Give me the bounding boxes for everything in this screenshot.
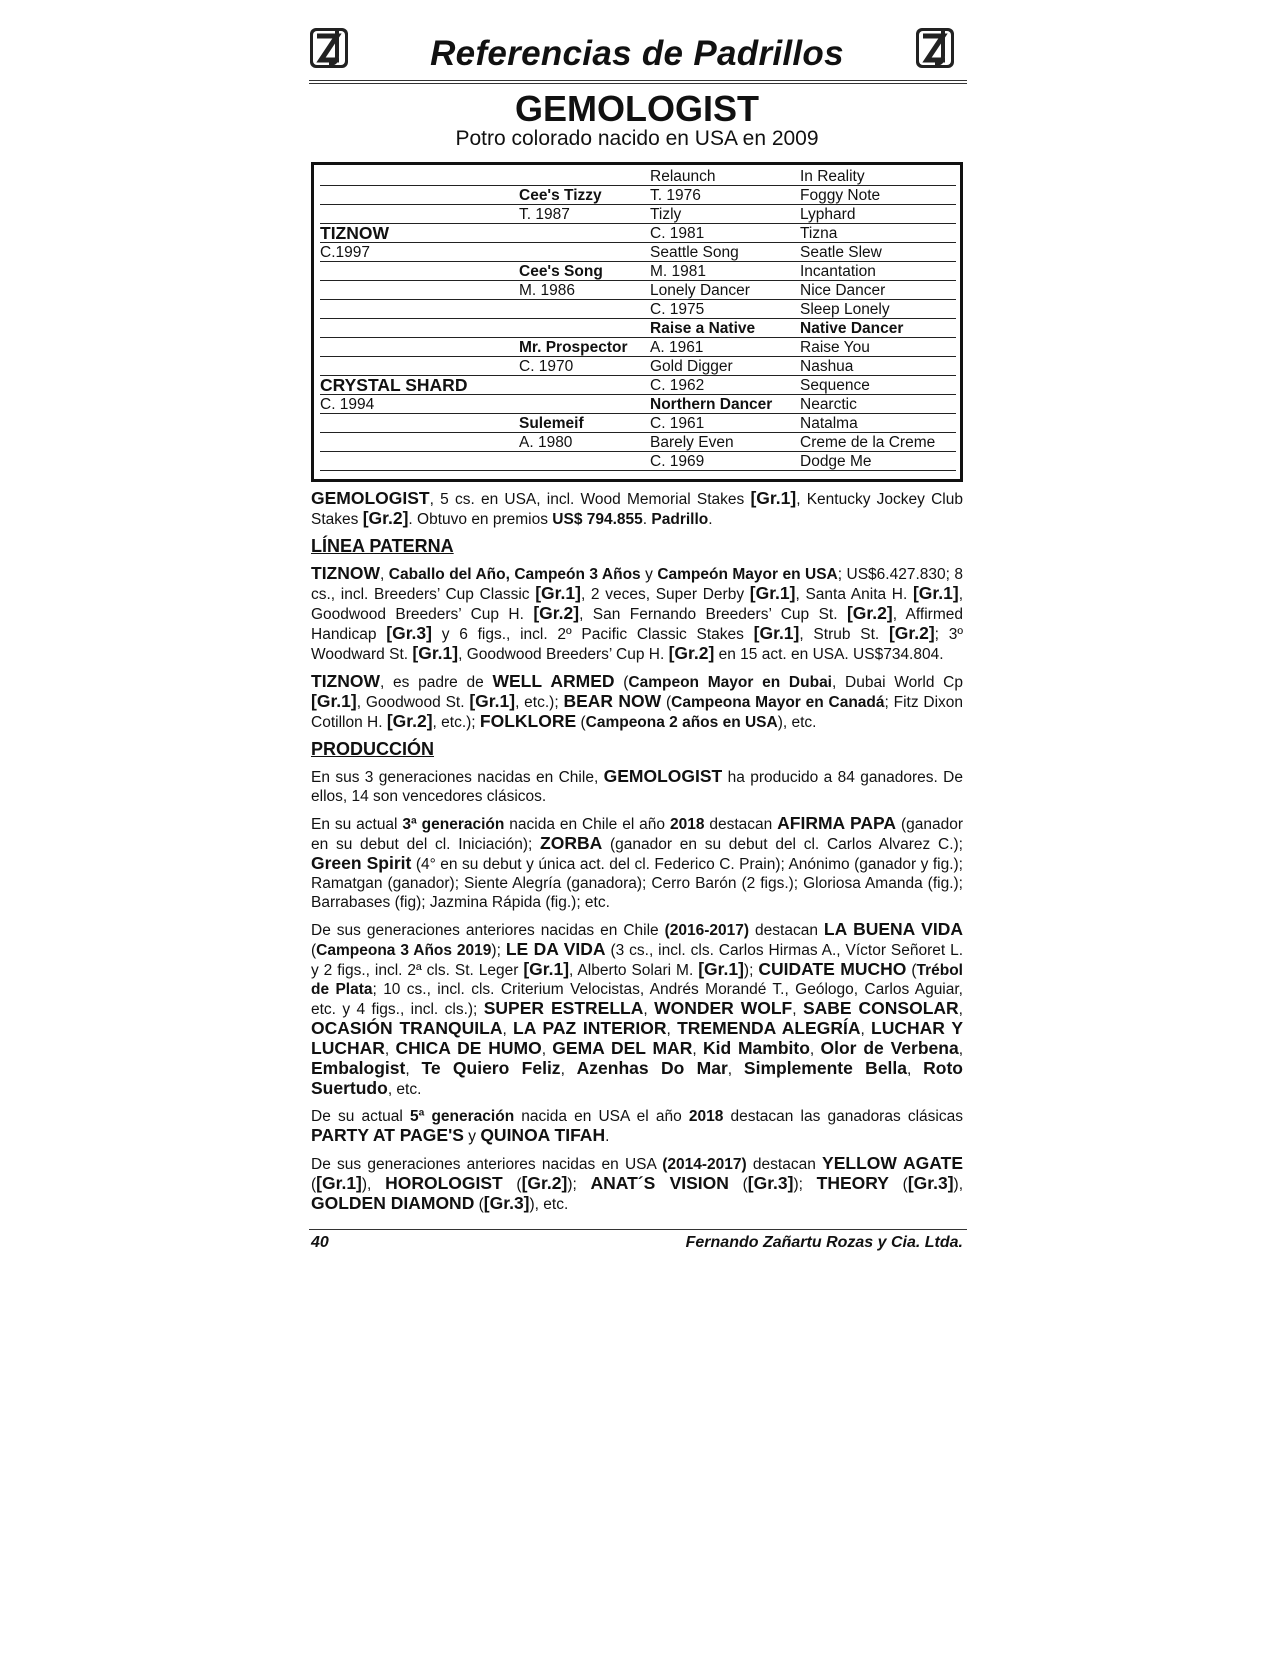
pedigree-cell: C. 1970 bbox=[519, 358, 574, 375]
section-heading-produccion: PRODUCCIÓN bbox=[311, 739, 435, 759]
text-run: y 6 figs., incl. 2º Pacific Classic Stakes bbox=[431, 626, 754, 643]
text-run: , Santa Anita H. bbox=[795, 586, 913, 603]
bold-run: BEAR NOW bbox=[563, 691, 662, 711]
text-run: , es padre de bbox=[380, 674, 493, 691]
text-run: y bbox=[640, 566, 658, 583]
text-run: ( bbox=[728, 1176, 748, 1193]
text: , 5 cs. en USA, incl. Wood Memorial Stakes bbox=[429, 491, 751, 508]
publisher: Fernando Zañartu Rozas y Cia. Ltda. bbox=[685, 1234, 963, 1251]
text-run: , bbox=[405, 1061, 422, 1078]
text-run: En sus 3 generaciones nacidas en Chile, bbox=[311, 769, 604, 786]
text-run: ); bbox=[491, 942, 506, 959]
produccion-paragraph-3 bbox=[311, 920, 963, 1099]
pedigree-cell: M. 1986 bbox=[519, 282, 576, 299]
pedigree-cell: C.1997 bbox=[320, 244, 370, 261]
bold-run: [Gr.1] bbox=[469, 691, 516, 711]
text-run: , bbox=[643, 1001, 655, 1018]
bold-run: [Gr.2] bbox=[521, 1173, 568, 1193]
pedigree-row bbox=[320, 319, 956, 338]
text-run: destacan bbox=[746, 1156, 823, 1173]
pedigree-cell: Raise You bbox=[800, 339, 870, 356]
pedigree-cell: Nice Dancer bbox=[800, 282, 886, 299]
text-run: ( bbox=[502, 1176, 522, 1193]
pedigree-row bbox=[320, 281, 956, 300]
pedigree-cell: C. 1961 bbox=[650, 415, 705, 432]
bold-run: SABE CONSOLAR bbox=[802, 998, 959, 1018]
text-run: (4° en su debut y única act. del cl. Federico C. Prain); Anónimo (ganador y fig.); Ramatgan (ganador); Siente Alegría (ganadora); Cerro Barón (2 figs.); Gloriosa Amanda (fig.); Barrabases (fig); Jazmina Rápida (fig.); etc. bbox=[311, 856, 963, 911]
text-run: ), bbox=[361, 1176, 386, 1193]
text-run: (ganador en su debut del cl. Iniciación); bbox=[311, 816, 963, 853]
pedigree-cell: Natalma bbox=[800, 415, 858, 432]
pedigree-cell: Raise a Native bbox=[650, 320, 756, 337]
status: Padrillo bbox=[651, 511, 709, 528]
bold-run: [Gr.3] bbox=[483, 1193, 530, 1213]
bold-run: LUCHAR Y LUCHAR bbox=[311, 1018, 964, 1058]
page-number: 40 bbox=[311, 1234, 329, 1251]
horse-subtitle: Potro colorado nacido en USA en 2009 bbox=[455, 127, 819, 150]
text-run: , bbox=[560, 1061, 577, 1078]
text-run: ), etc. bbox=[777, 714, 817, 731]
bold-run: TIZNOW bbox=[311, 671, 381, 691]
bold-run: 5ª generación bbox=[409, 1108, 515, 1125]
text-run: y bbox=[463, 1128, 481, 1145]
text-run: , bbox=[384, 1041, 396, 1058]
bold-run: [Gr.2] bbox=[846, 603, 893, 623]
text-run: , 2 veces, Super Derby bbox=[580, 586, 750, 603]
pedigree-cell: Sequence bbox=[800, 377, 870, 394]
bold-run: PARTY AT PAGE'S bbox=[311, 1125, 464, 1145]
pedigree-cell: Tizna bbox=[800, 225, 838, 242]
text-run: nacida en USA el año bbox=[514, 1108, 689, 1125]
pedigree-cell: Cee's Tizzy bbox=[519, 187, 602, 204]
text-run: ; Fitz Dixon Cotillon H. bbox=[311, 694, 964, 731]
bold-run: Simplemente Bella bbox=[743, 1058, 908, 1078]
text-run: , Goodwood Breeders’ Cup H. bbox=[311, 586, 964, 623]
text-run: destacan bbox=[749, 922, 824, 939]
horse-name: GEMOLOGIST bbox=[514, 88, 759, 129]
bold-run: Embalogist bbox=[311, 1058, 406, 1078]
bold-run: [Gr.1] bbox=[749, 583, 796, 603]
logo-icon bbox=[913, 24, 959, 72]
text-run: ); bbox=[567, 1176, 591, 1193]
text-run: ( bbox=[614, 674, 629, 691]
bold-run: [Gr.2] bbox=[888, 623, 935, 643]
text-run: En su actual bbox=[311, 816, 403, 833]
pedigree-cell: C. 1994 bbox=[320, 396, 375, 413]
pedigree-row bbox=[320, 224, 956, 243]
bold-run: LA BUENA VIDA bbox=[823, 919, 963, 939]
text-run: , bbox=[809, 1041, 821, 1058]
pedigree-row bbox=[320, 186, 956, 205]
text-run: , Goodwood Breeders’ Cup H. bbox=[458, 646, 669, 663]
text-run: , etc.); bbox=[432, 714, 480, 731]
pedigree-row bbox=[320, 338, 956, 357]
text-run: , bbox=[502, 1021, 514, 1038]
text: . bbox=[708, 511, 713, 528]
bold-run: Trébol de Plata bbox=[311, 962, 963, 998]
pedigree-row bbox=[320, 357, 956, 376]
text-run: destacan las ganadoras clásicas bbox=[723, 1108, 963, 1125]
produccion-paragraph-1 bbox=[311, 767, 963, 806]
bold-run: [Gr.2] bbox=[533, 603, 580, 623]
pedigree-cell: In Reality bbox=[800, 168, 865, 185]
summary-paragraph bbox=[311, 489, 963, 529]
pedigree-cell: C. 1981 bbox=[650, 225, 705, 242]
text-run: , etc. bbox=[387, 1081, 422, 1098]
text-run: ); bbox=[793, 1176, 817, 1193]
pedigree-row bbox=[320, 414, 956, 433]
text-run: destacan bbox=[704, 816, 778, 833]
pedigree-cell: C. 1975 bbox=[650, 301, 705, 318]
bold-run: Campeón Mayor en USA bbox=[657, 566, 838, 583]
bold-run: [Gr.1] bbox=[698, 959, 744, 979]
pedigree-cell: Nashua bbox=[800, 358, 854, 375]
produccion-paragraph-2 bbox=[311, 814, 963, 912]
text-run: , Goodwood St. bbox=[356, 694, 470, 711]
bold-run: ANAT´S VISION bbox=[590, 1173, 729, 1193]
bold-run: [Gr.1] bbox=[316, 1173, 362, 1193]
text-run: De su actual bbox=[311, 1108, 410, 1125]
text-run: ( bbox=[888, 1176, 908, 1193]
bold-run: Green Spirit bbox=[311, 853, 412, 873]
bold-run: [Gr.2] bbox=[386, 711, 433, 731]
bold-run: Campeona 3 Años 2019 bbox=[316, 942, 492, 959]
text-run: De sus generaciones anteriores nacidas en Chile bbox=[311, 922, 665, 939]
bold-run: WONDER WOLF bbox=[654, 998, 793, 1018]
pedigree-cell: Relaunch bbox=[650, 168, 716, 185]
section-heading-paterna: LÍNEA PATERNA bbox=[311, 536, 454, 556]
text-run: ; 10 cs., incl. cls. Criterium Velocistas, Andrés Morandé T., Geólogo, Carlos Aguiar, etc. y 4 figs., incl. cls.); bbox=[311, 981, 963, 1018]
text-run: ( bbox=[906, 962, 917, 979]
text-run: ; US$6.427.830; 8 cs., incl. Breeders’ Cup Classic bbox=[311, 566, 963, 603]
bold-run: 2018 bbox=[669, 816, 705, 833]
bold-run: [Gr.1] bbox=[523, 959, 570, 979]
bold-run: [Gr.3] bbox=[907, 1173, 954, 1193]
pedigree-cell: Creme de la Creme bbox=[800, 434, 936, 451]
grade: [Gr.2] bbox=[362, 508, 409, 528]
text-run: ), bbox=[953, 1176, 964, 1193]
text-run: ( bbox=[474, 1196, 484, 1213]
bold-run: GEMOLOGIST bbox=[603, 766, 723, 786]
pedigree-cell: Seatle Slew bbox=[800, 244, 882, 261]
text: . Obtuvo en premios bbox=[408, 511, 553, 528]
bold-run: OCASIÓN TRANQUILA bbox=[311, 1018, 503, 1038]
bold-run: ZORBA bbox=[540, 833, 603, 853]
pedigree-cell: TIZNOW bbox=[320, 223, 390, 243]
bold-run: [Gr.1] bbox=[412, 643, 459, 663]
text-run: en 15 act. en USA. US$734.804. bbox=[714, 646, 944, 663]
bold-run: [Gr.1] bbox=[753, 623, 800, 643]
pedigree-cell: A. 1980 bbox=[519, 434, 573, 451]
pedigree-row bbox=[320, 433, 956, 452]
pedigree-row bbox=[320, 300, 956, 319]
pedigree-cell: Sleep Lonely bbox=[800, 301, 890, 318]
bold-run: Campeon Mayor en Dubai bbox=[628, 674, 832, 691]
pedigree-cell: Cee's Song bbox=[519, 263, 603, 280]
footer-rule bbox=[309, 1229, 967, 1230]
bold-run: AFIRMA PAPA bbox=[777, 813, 897, 833]
pedigree-cell: Mr. Prospector bbox=[519, 339, 628, 356]
bold-run: 3ª generación bbox=[402, 816, 505, 833]
text-run: ); bbox=[743, 962, 759, 979]
bold-run: SUPER ESTRELLA bbox=[483, 998, 644, 1018]
text-run: ( bbox=[311, 942, 317, 959]
body-text bbox=[311, 489, 963, 1222]
bold-run: (2016-2017) bbox=[664, 922, 750, 939]
pedigree-cell: Incantation bbox=[800, 263, 876, 280]
bold-run: Te Quiero Feliz bbox=[421, 1058, 561, 1078]
bold-run: (2014-2017) bbox=[662, 1156, 747, 1173]
pedigree-cell: C. 1969 bbox=[650, 453, 705, 470]
pedigree-row bbox=[320, 243, 956, 262]
bold-run: HOROLOGIST bbox=[385, 1173, 503, 1193]
text-run: , bbox=[666, 1021, 678, 1038]
text-run: ( bbox=[661, 694, 672, 711]
pedigree-cell: Sulemeif bbox=[519, 415, 584, 432]
text-run: , bbox=[958, 1041, 963, 1058]
bold-run: WELL ARMED bbox=[492, 671, 615, 691]
text-run: nacida en Chile el año bbox=[504, 816, 670, 833]
header-rule bbox=[309, 80, 967, 84]
text-run: , bbox=[958, 1001, 963, 1018]
text-run: ( bbox=[311, 1176, 317, 1193]
bold-run: Campeona 2 años en USA bbox=[585, 714, 778, 731]
bold-run: LE DA VIDA bbox=[505, 939, 606, 959]
pedigree-cell: Foggy Note bbox=[800, 187, 881, 204]
pedigree-table bbox=[311, 162, 963, 482]
text-run: (3 cs., incl. cls. Carlos Hirmas A., Víctor Señoret L. y 2 figs., incl. 2ª cls. St. Leger bbox=[311, 942, 964, 979]
bold-run: CUIDATE MUCHO bbox=[758, 959, 907, 979]
text: . bbox=[642, 511, 652, 528]
bold-run: [Gr.3] bbox=[747, 1173, 794, 1193]
pedigree-row bbox=[320, 395, 956, 414]
bold-run: [Gr.1] bbox=[311, 691, 357, 711]
text-run: (ganador en su debut del cl. Carlos Alvarez C.); bbox=[602, 836, 963, 853]
text-run: , bbox=[907, 1061, 924, 1078]
bold-run: Campeona Mayor en Canadá bbox=[671, 694, 885, 711]
text-run: ; 3º Woodward St. bbox=[311, 626, 963, 663]
pedigree-cell: Nearctic bbox=[800, 396, 857, 413]
text-run: , bbox=[860, 1021, 871, 1038]
bold-run: TIZNOW bbox=[311, 563, 381, 583]
pedigree-cell: T. 1987 bbox=[519, 206, 570, 223]
bold-run: [Gr.3] bbox=[386, 623, 432, 643]
bold-run: 2018 bbox=[688, 1108, 724, 1125]
bold-run: [Gr.1] bbox=[535, 583, 581, 603]
bold-run: GEMA DEL MAR bbox=[552, 1038, 693, 1058]
bold-run: Kid Mambito bbox=[702, 1038, 810, 1058]
text-run: , bbox=[727, 1061, 744, 1078]
pedigree-cell: CRYSTAL SHARD bbox=[320, 375, 468, 395]
pedigree-cell: Lonely Dancer bbox=[650, 282, 750, 299]
text-run: De sus generaciones anteriores nacidas en USA bbox=[311, 1156, 663, 1173]
text-run: , Alberto Solari M. bbox=[569, 962, 699, 979]
text-run: , Affirmed Handicap bbox=[311, 606, 963, 643]
prize: US$ 794.855 bbox=[552, 511, 643, 528]
pedigree-row bbox=[320, 205, 956, 224]
pedigree-cell: Dodge Me bbox=[800, 453, 872, 470]
text-run: , bbox=[692, 1041, 703, 1058]
bold-run: THEORY bbox=[816, 1173, 889, 1193]
produccion-paragraph-5 bbox=[311, 1154, 963, 1214]
produccion-paragraph-4 bbox=[311, 1107, 963, 1146]
pedigree-cell: M. 1981 bbox=[650, 263, 707, 280]
text-run: , bbox=[380, 566, 389, 583]
summary-name: GEMOLOGIST bbox=[311, 488, 430, 508]
pedigree-row bbox=[320, 167, 956, 186]
bold-run: [Gr.2] bbox=[668, 643, 715, 663]
bold-run: LA PAZ INTERIOR bbox=[513, 1018, 667, 1038]
pedigree-cell: Gold Digger bbox=[650, 358, 733, 375]
text-run: , San Fernando Breeders’ Cup St. bbox=[579, 606, 847, 623]
text: , Kentucky Jockey Club Stakes bbox=[311, 491, 963, 528]
pedigree-cell: Northern Dancer bbox=[650, 396, 773, 413]
pedigree-cell: Native Dancer bbox=[800, 320, 904, 337]
paterna-paragraph-2 bbox=[311, 672, 963, 732]
bold-run: TREMENDA ALEGRÍA bbox=[677, 1018, 861, 1038]
text-run: , etc.); bbox=[515, 694, 564, 711]
text-run: , bbox=[792, 1001, 803, 1018]
bold-run: Olor de Verbena bbox=[820, 1038, 959, 1058]
bold-run: Azenhas Do Mar bbox=[576, 1058, 728, 1078]
text-run: ha producido a 84 ganadores. De ellos, 14 son vencedores clásicos. bbox=[311, 769, 963, 805]
bold-run: FOLKLORE bbox=[479, 711, 577, 731]
bold-run: [Gr.1] bbox=[912, 583, 959, 603]
pedigree-cell: Seattle Song bbox=[650, 244, 739, 261]
pedigree-cell: T. 1976 bbox=[650, 187, 701, 204]
text-run: ), etc. bbox=[529, 1196, 569, 1213]
bold-run: QUINOA TIFAH bbox=[480, 1125, 606, 1145]
pedigree-cell: Tizly bbox=[650, 206, 682, 223]
pedigree-cell: A. 1961 bbox=[650, 339, 704, 356]
bold-run: YELLOW AGATE bbox=[822, 1153, 963, 1173]
text-run: ( bbox=[576, 714, 586, 731]
text-run: , bbox=[541, 1041, 553, 1058]
text-run: , Dubai World Cp bbox=[832, 674, 963, 691]
bold-run: Roto Suertudo bbox=[311, 1058, 963, 1098]
paterna-paragraph-1 bbox=[311, 564, 963, 664]
pedigree-row bbox=[320, 452, 956, 471]
text-run: . bbox=[605, 1128, 610, 1145]
pedigree-cell: Barely Even bbox=[650, 434, 734, 451]
grade: [Gr.1] bbox=[750, 488, 797, 508]
bold-run: Caballo del Año, Campeón 3 Años bbox=[388, 566, 641, 583]
pedigree-row bbox=[320, 376, 956, 395]
pedigree-cell: Lyphard bbox=[800, 206, 856, 223]
pedigree-row bbox=[320, 262, 956, 281]
bold-run: CHICA DE HUMO bbox=[395, 1038, 542, 1058]
pedigree-cell: C. 1962 bbox=[650, 377, 705, 394]
text-run: , Strub St. bbox=[799, 626, 889, 643]
bold-run: GOLDEN DIAMOND bbox=[311, 1193, 475, 1213]
header-title: Referencias de Padrillos bbox=[430, 34, 844, 73]
